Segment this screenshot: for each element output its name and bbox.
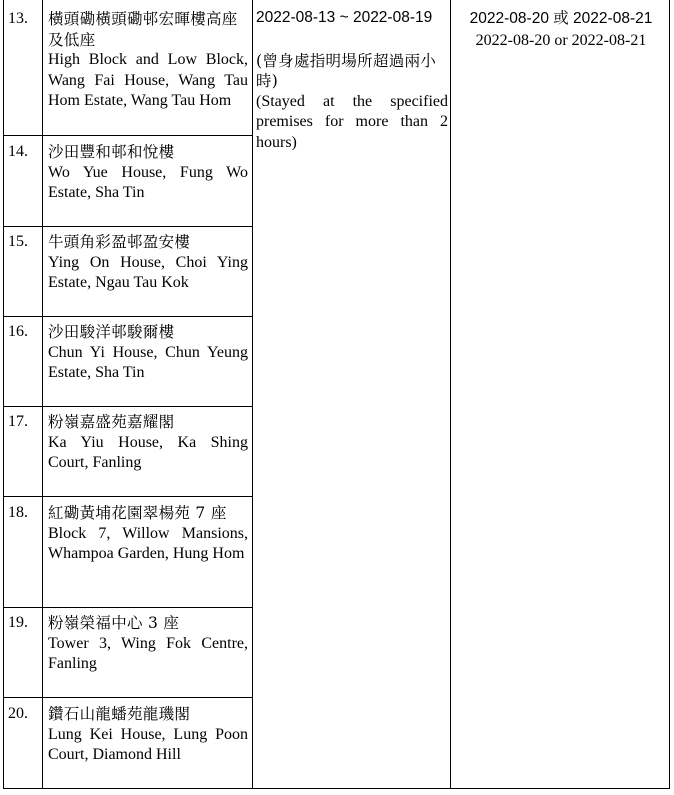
test-dates-cell bbox=[452, 8, 670, 52]
row-number: 17. bbox=[8, 413, 28, 430]
row-number: 13. bbox=[8, 10, 28, 27]
venue-cell bbox=[48, 142, 248, 204]
test-dates-en: 2022-08-20 or 2022-08-21 bbox=[475, 32, 647, 49]
table-divider-number bbox=[42, 0, 43, 789]
test-dates-zh: 2022-08-20 或 2022-08-21 bbox=[469, 10, 653, 27]
period-note-zh: (曾身處指明場所超過兩小時) bbox=[256, 51, 437, 90]
row-number: 20. bbox=[8, 705, 28, 722]
row-divider bbox=[3, 226, 253, 227]
row-divider bbox=[3, 135, 253, 136]
period-cell bbox=[256, 8, 448, 153]
venue-name-zh: 牛頭角彩盈邨盈安樓 bbox=[48, 233, 191, 251]
venue-name-zh: 粉嶺嘉盛苑嘉耀閣 bbox=[48, 413, 175, 431]
row-number: 15. bbox=[8, 233, 28, 250]
table-divider-venue bbox=[252, 0, 253, 789]
venue-name-zh: 沙田豐和邨和悅樓 bbox=[48, 143, 175, 161]
venue-name-zh: 粉嶺榮福中心 3 座 bbox=[48, 614, 180, 632]
row-number: 18. bbox=[8, 504, 28, 521]
table-border-right bbox=[669, 0, 670, 789]
period-note-en: (Stayed at the specified premises for more than 2 hours) bbox=[256, 92, 448, 151]
venue-cell bbox=[48, 9, 248, 112]
row-divider bbox=[3, 406, 253, 407]
venue-cell bbox=[48, 322, 248, 384]
venue-name-en: Ka Yiu House, Ka Shing Court, Fanling bbox=[48, 433, 248, 471]
venue-name-en: Lung Kei House, Lung Poon Court, Diamond Hill bbox=[48, 725, 248, 763]
row-divider bbox=[3, 496, 253, 497]
venue-name-zh: 紅磡黃埔花園翠楊苑 7 座 bbox=[48, 504, 227, 522]
venue-name-en: Chun Yi House, Chun Yeung Estate, Sha Tin bbox=[48, 343, 248, 381]
venue-cell bbox=[48, 613, 248, 675]
table-border-left bbox=[3, 0, 4, 789]
venue-name-en: Tower 3, Wing Fok Centre, Fanling bbox=[48, 634, 248, 672]
venue-cell bbox=[48, 412, 248, 474]
row-number: 19. bbox=[8, 614, 28, 631]
venue-name-en: High Block and Low Block, Wang Fai House, Wang Tau Hom Estate, Wang Tau Hom bbox=[48, 51, 248, 109]
row-divider bbox=[3, 316, 253, 317]
row-number: 14. bbox=[8, 143, 28, 160]
period-spacer bbox=[256, 29, 448, 51]
venue-name-en: Wo Yue House, Fung Wo Estate, Sha Tin bbox=[48, 163, 248, 201]
row-number: 16. bbox=[8, 323, 28, 340]
period-range: 2022-08-13 ~ 2022-08-19 bbox=[256, 9, 433, 26]
venue-name-zh: 鑽石山龍蟠苑龍璣閣 bbox=[48, 705, 191, 723]
table-border-bottom bbox=[3, 788, 670, 789]
venue-cell bbox=[48, 503, 248, 565]
table-divider-period bbox=[450, 0, 451, 789]
venue-cell bbox=[48, 704, 248, 766]
venue-name-en: Ying On House, Choi Ying Estate, Ngau Tau Kok bbox=[48, 253, 248, 291]
row-divider bbox=[3, 607, 253, 608]
venue-cell bbox=[48, 232, 248, 294]
row-divider bbox=[3, 697, 253, 698]
venue-name-zh: 沙田駿洋邨駿爾樓 bbox=[48, 323, 175, 341]
venue-name-zh: 橫頭磡橫頭磡邨宏暉樓高座及低座 bbox=[48, 10, 238, 49]
venue-name-en: Block 7, Willow Mansions, Whampoa Garden, Hung Hom bbox=[48, 524, 248, 562]
